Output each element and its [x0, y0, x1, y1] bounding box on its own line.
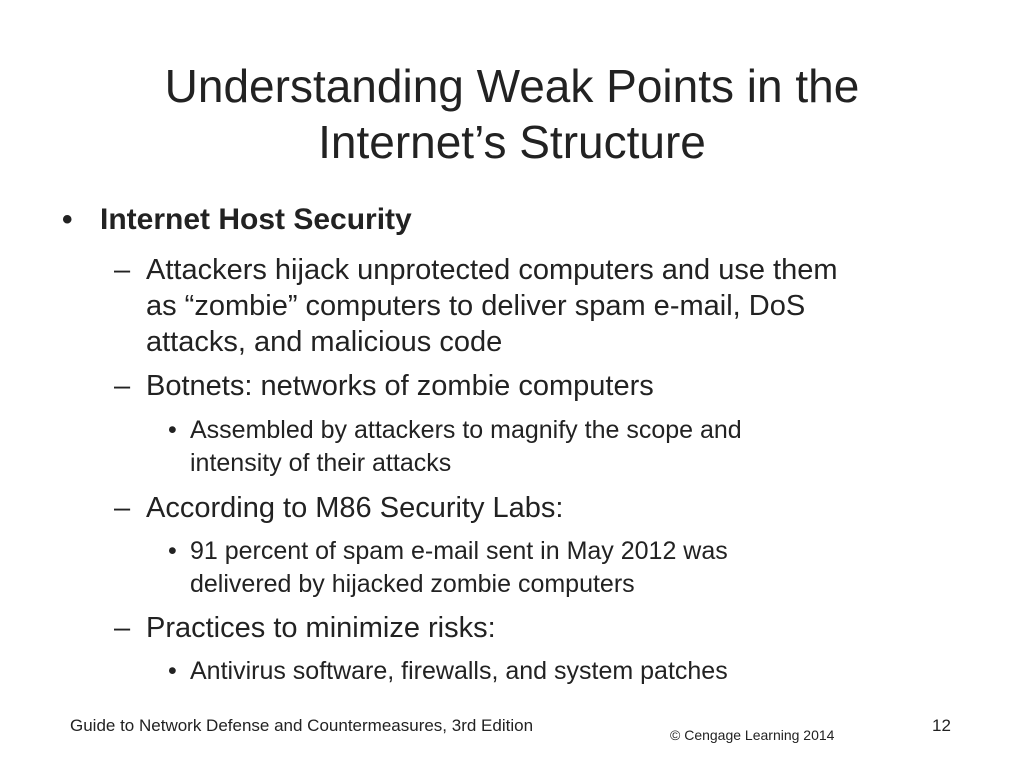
bullet-marker: •: [168, 537, 177, 565]
bullet-text: Internet Host Security: [100, 203, 412, 236]
subsubitem-line: 91 percent of spam e-mail sent in May 2012 was: [190, 537, 728, 565]
page-number: 12: [932, 716, 951, 735]
bullet-marker: •: [62, 203, 73, 236]
footer-book-title: Guide to Network Defense and Countermeasures, 3rd Edition: [70, 716, 534, 735]
subitem-line: Attackers hijack unprotected computers and use them: [146, 254, 838, 286]
subsubitem-line: Antivirus software, firewalls, and system patches: [190, 657, 728, 685]
title-line-1: Understanding Weak Points in the: [164, 60, 860, 112]
subitem-line: as “zombie” computers to deliver spam e-mail, DoS: [146, 290, 806, 322]
dash-marker: –: [114, 254, 131, 286]
subitem-line: Practices to minimize risks:: [146, 612, 496, 644]
dash-marker: –: [114, 612, 131, 644]
subsubitem-line: Assembled by attackers to magnify the scope and: [190, 416, 742, 444]
subitem-line: attacks, and malicious code: [146, 326, 503, 358]
subsubitem-line: intensity of their attacks: [190, 449, 452, 477]
bullet-marker: •: [168, 416, 177, 444]
slide-title: [60, 58, 964, 170]
dash-marker: –: [114, 492, 131, 524]
title-line-2: Internet’s Structure: [318, 116, 706, 168]
subitem-line: According to M86 Security Labs:: [146, 492, 564, 524]
footer-copyright: © Cengage Learning 2014: [670, 727, 835, 743]
subitem-line: Botnets: networks of zombie computers: [146, 370, 654, 402]
bullet-marker: •: [168, 657, 177, 685]
subsubitem-line: delivered by hijacked zombie computers: [190, 570, 635, 598]
dash-marker: –: [114, 370, 131, 402]
